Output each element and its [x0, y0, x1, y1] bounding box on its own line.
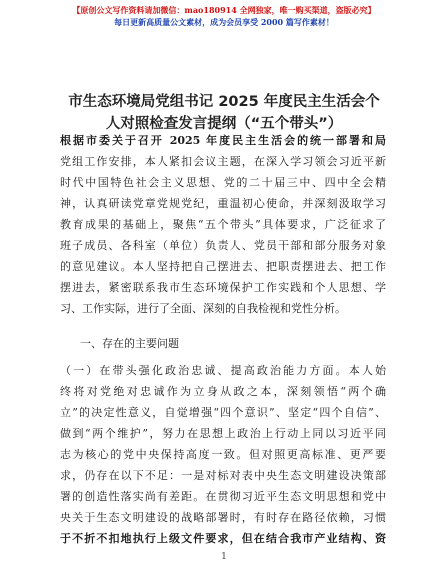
text-line: 的意见建议。本人坚持把自己摆进去、把职责摆进去、把工作: [60, 260, 386, 273]
text-line: 班子成员、各科室（单位）负责人、党员干部和部分服务对象: [60, 239, 386, 252]
document-title-line-1: 市生态环境局党组书记 2025 年度民主生活会个: [68, 94, 380, 110]
text-line: 教育成果的基础上，聚焦“五个带头”具体要求，广泛征求了: [60, 218, 386, 231]
watermark-banner-subtitle: 每日更新高质量公文素材，成为会员享受 2000 篇写作素材！: [114, 17, 334, 27]
text-line: 立”的决定性意义，自觉增强“四个意识”、坚定“四个自信”、: [60, 406, 386, 419]
text-line: 终将对党绝对忠诚作为立身从政之本，深刻领悟“两个确: [60, 385, 386, 398]
text-line: 摆进去，紧密联系我市生态环境保护工作实践和个人思想、学: [60, 281, 386, 294]
text-line: 做到“两个维护”，努力在思想上政治上行动上同以习近平同: [60, 427, 386, 440]
text-line: 神，认真研读党章党规党纪，重温初心使命，并深刻汲取学习: [60, 197, 386, 210]
text-line: 求，仍存在以下不足：一是对标对表中央生态文明建设决策部: [60, 469, 386, 482]
text-line: 志为核心的党中央保持高度一致。但对照更高标准、更严要: [60, 448, 386, 461]
watermark-banner-top: 【原创公文写作资料请加微信：mao180914 全网独家，唯一购买渠道，盗版必究】: [72, 5, 376, 15]
text-line: 党组工作安排，本人紧扣会议主题，在深入学习领会习近平新: [60, 155, 386, 168]
text-line: 署的创造性落实尚有差距。在贯彻习近平生态文明思想和党中: [60, 490, 386, 503]
intro-paragraph: [60, 130, 386, 319]
text-line: 时代中国特色社会主义思想、党的二十届三中、四中全会精: [60, 176, 386, 189]
text-line: （一）在带头强化政治忠诚、提高政治能力方面。本人始: [60, 364, 386, 377]
body-paragraph: [60, 360, 386, 549]
section-heading: 一、存在的主要问题: [80, 337, 179, 350]
text-line: 习、工作实际，进行了全面、深刻的自我检视和党性分析。: [60, 302, 346, 315]
text-line: 央关于生态文明建设的战略部署时，有时存在路径依赖，习惯: [60, 511, 386, 524]
text-line: 于不折不扣地执行上级文件要求，但在结合我市产业结构、资: [60, 532, 386, 545]
page-number: 1: [221, 552, 227, 562]
document-title-line-2: 人对照检查发言提纲（“五个带头”）: [105, 116, 343, 132]
text-line: 根据市委关于召开 2025 年度民主生活会的统一部署和局: [60, 134, 386, 147]
